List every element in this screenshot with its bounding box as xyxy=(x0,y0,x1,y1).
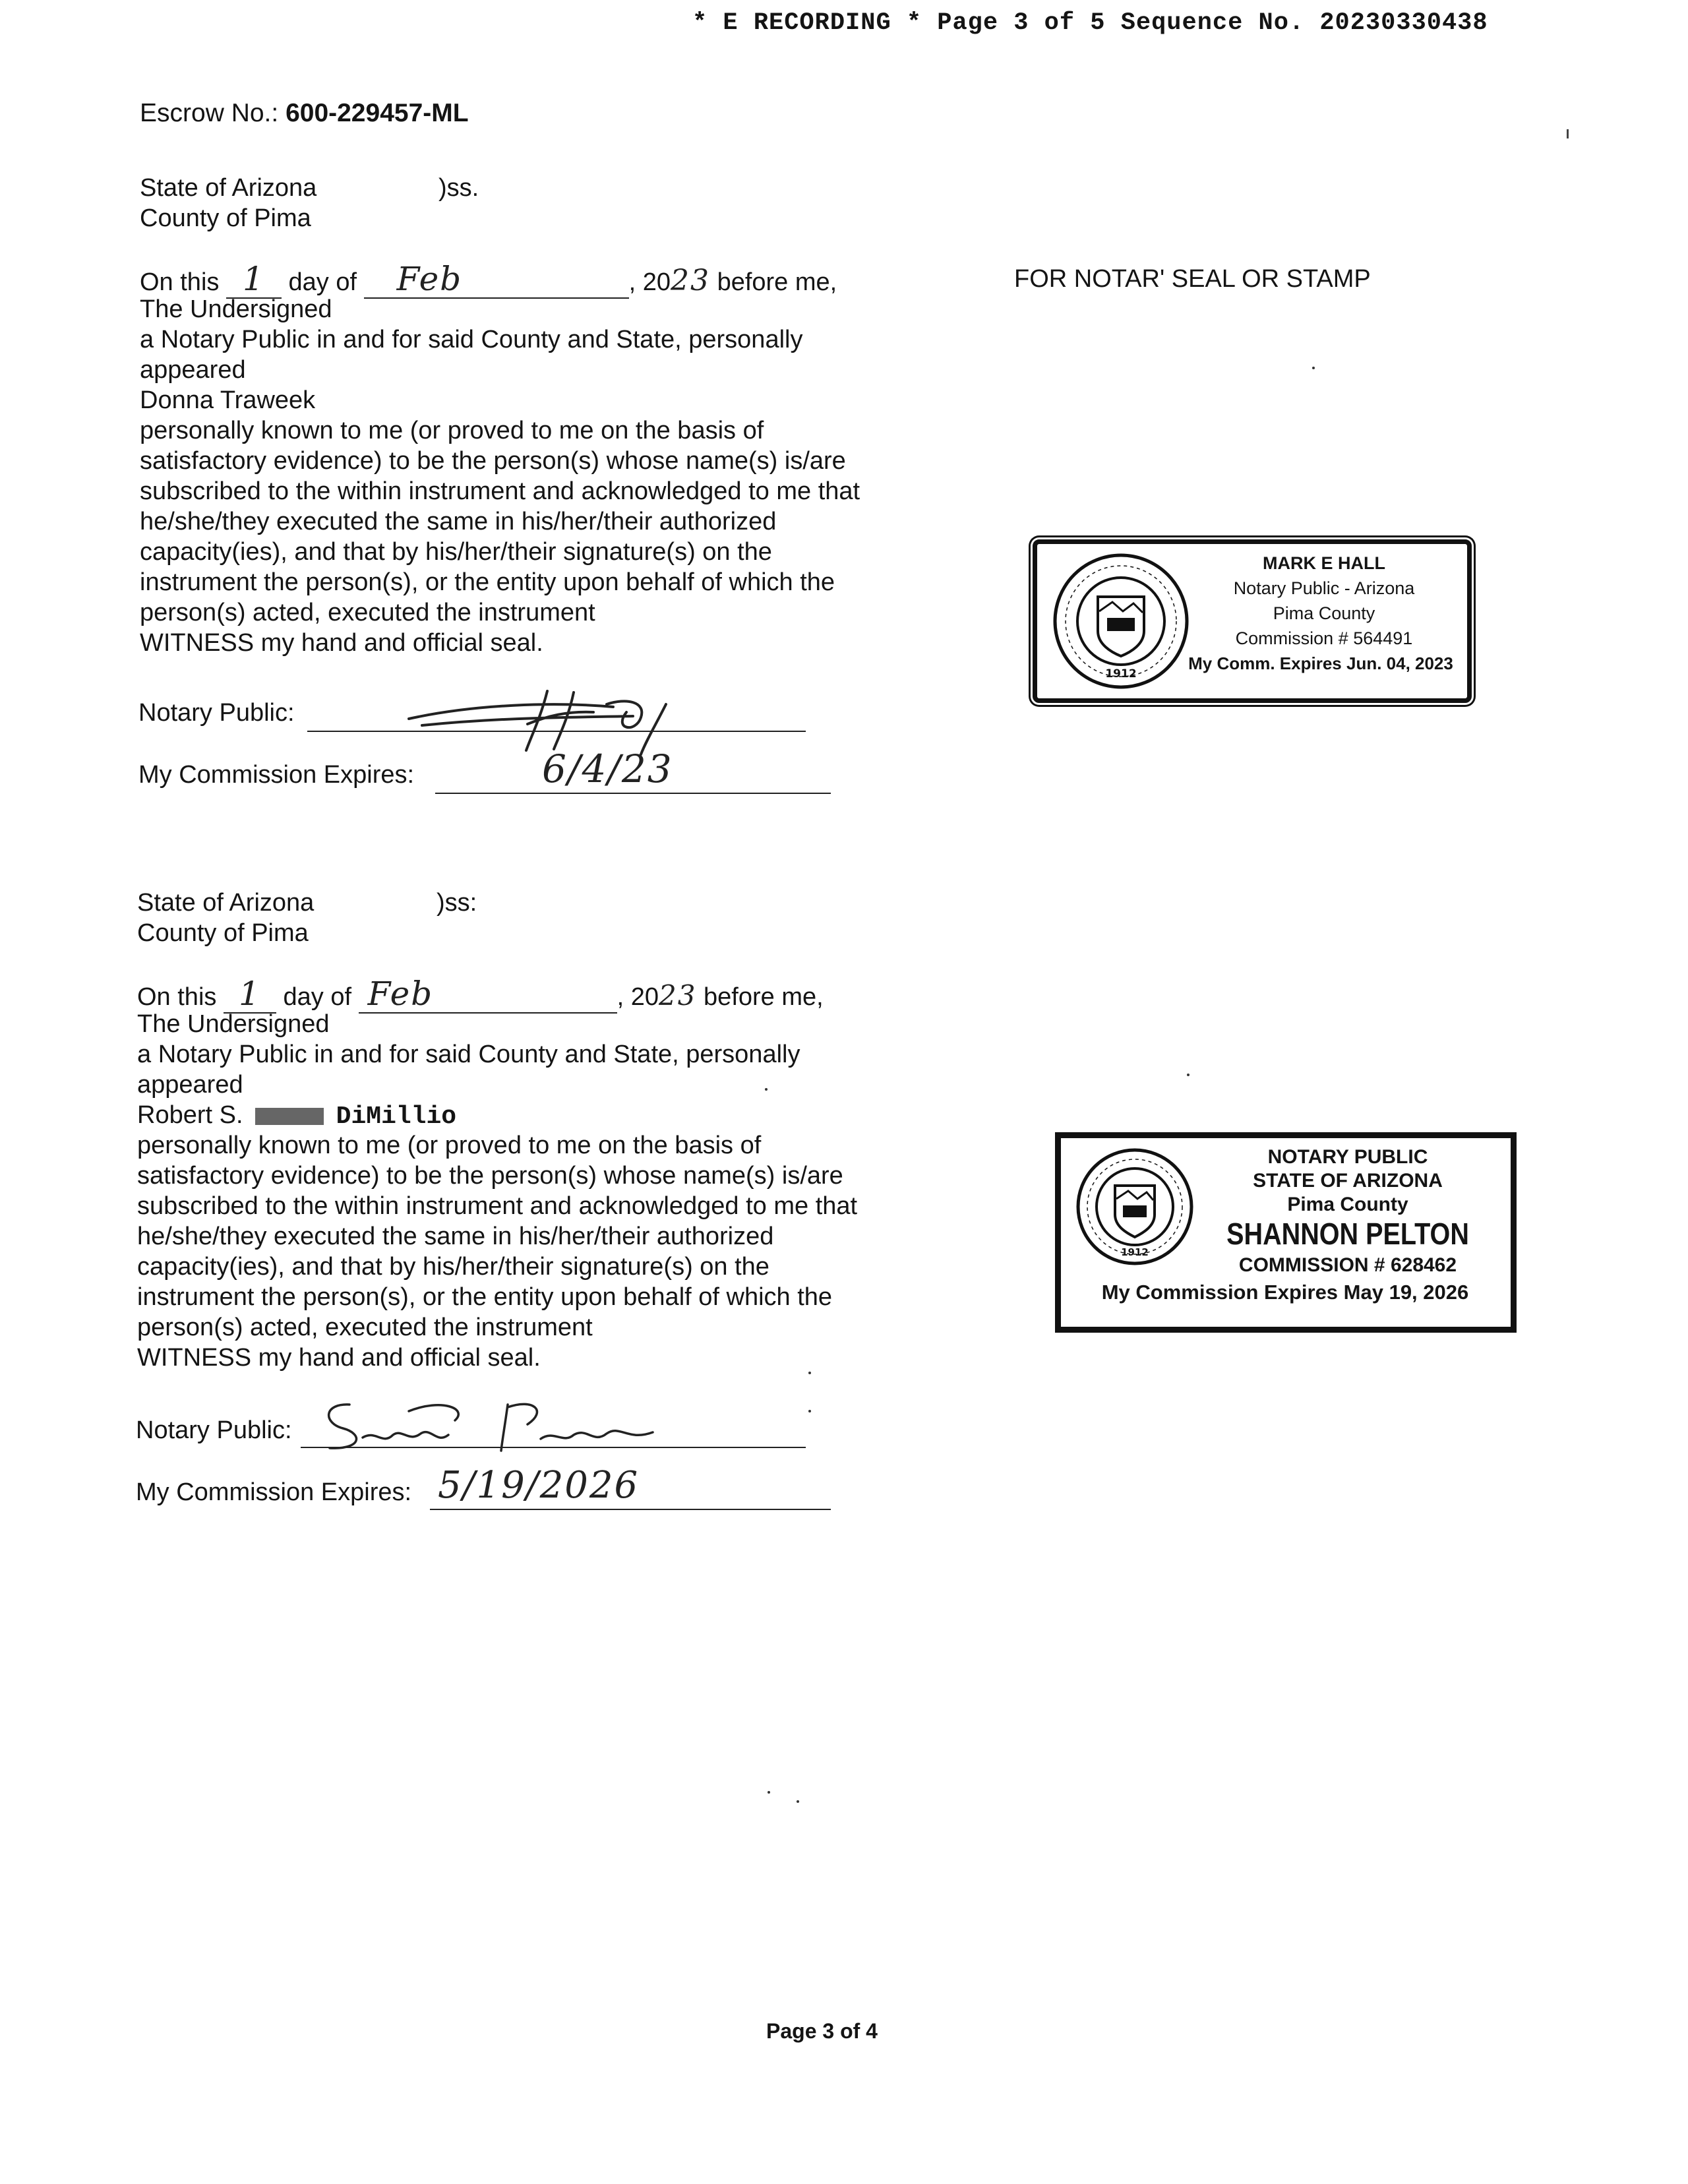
block2-appeared: appeared xyxy=(137,1071,243,1099)
stamp2-commission: COMMISSION # 628462 xyxy=(1238,1254,1457,1276)
block2-body-1: personally known to me (or proved to me on the basis of xyxy=(137,1132,762,1159)
block1-day-of: day of xyxy=(288,268,357,296)
page-footer: Page 3 of 4 xyxy=(766,2019,878,2043)
stamp2-title: NOTARY PUBLIC xyxy=(1267,1146,1428,1168)
scan-speck xyxy=(1312,367,1315,369)
block2-body-5: capacity(ies), and that by his/her/their signature(s) on the xyxy=(137,1253,769,1281)
block1-body-1: personally known to me (or proved to me on the basis of xyxy=(140,417,764,444)
block2-ss: )ss: xyxy=(437,889,477,917)
block1-undersigned: The Undersigned xyxy=(140,295,332,323)
block2-body-6: instrument the person(s), or the entity upon behalf of which the xyxy=(137,1283,833,1311)
stamp2-county: Pima County xyxy=(1287,1194,1408,1215)
struck-out-text xyxy=(255,1108,324,1125)
block2-commission-line xyxy=(430,1509,831,1510)
block1-person-name: Donna Traweek xyxy=(140,386,316,414)
block2-commission-label: My Commission Expires: xyxy=(136,1478,412,1506)
block2-body-4: he/she/they executed the same in his/her/their authorized xyxy=(137,1223,774,1250)
block1-year-prefix: , 20 xyxy=(628,268,671,296)
block2-undersigned: The Undersigned xyxy=(137,1010,330,1038)
block1-signature-image xyxy=(396,678,738,757)
block1-notary-public-label: Notary Public: xyxy=(138,699,295,727)
block2-person-name: Robert S. xyxy=(137,1101,243,1129)
scan-speck xyxy=(765,1088,768,1091)
block2-on-this: On this xyxy=(137,983,217,1011)
block2-body-2: satisfactory evidence) to be the person(s) whose name(s) is/are xyxy=(137,1162,843,1190)
stamp1-name: MARK E HALL xyxy=(1263,553,1385,573)
block2-commission-handwritten: 5/19/2026 xyxy=(438,1464,640,1507)
block1-state: State of Arizona xyxy=(140,174,317,202)
escrow-number-line xyxy=(140,99,469,128)
block1-body-2: satisfactory evidence) to be the person(s) whose name(s) is/are xyxy=(140,447,846,475)
block2-before-me: before me, xyxy=(704,983,824,1011)
block2-body-7: person(s) acted, executed the instrument xyxy=(137,1314,593,1341)
block2-signature-image xyxy=(310,1391,679,1457)
block1-body-3: subscribed to the within instrument and acknowledged to me that xyxy=(140,477,860,505)
stamp1-expires: My Comm. Expires Jun. 04, 2023 xyxy=(1188,653,1453,673)
block1-month-handwritten: Feb xyxy=(396,260,463,298)
block1-appeared: appeared xyxy=(140,356,246,384)
block1-on-this: On this xyxy=(140,268,220,296)
block1-body-8: WITNESS my hand and official seal. xyxy=(140,629,543,657)
block2-body-8: WITNESS my hand and official seal. xyxy=(137,1344,541,1372)
stamp1-seal-year: 1912 xyxy=(1105,667,1137,681)
block1-body-5: capacity(ies), and that by his/her/their signature(s) on the xyxy=(140,538,772,566)
block1-body-4: he/she/they executed the same in his/her/their authorized xyxy=(140,508,777,535)
block2-county: County of Pima xyxy=(137,919,309,947)
escrow-number: 600-229457-ML xyxy=(286,99,469,127)
stamp2-state: STATE OF ARIZONA xyxy=(1253,1170,1443,1192)
scan-mark xyxy=(1567,129,1569,138)
block2-day-of: day of xyxy=(283,983,352,1011)
block2-notary-statement: a Notary Public in and for said County and State, personally xyxy=(137,1041,800,1068)
stamp2-seal-year: 1912 xyxy=(1121,1246,1149,1258)
block1-commission-handwritten: 6/4/23 xyxy=(542,746,673,791)
notary-stamp-mark-hall xyxy=(1033,539,1472,703)
block1-commission-line xyxy=(435,793,831,794)
stamp1-county: Pima County xyxy=(1273,603,1375,623)
scan-speck xyxy=(808,1372,811,1374)
block2-year-handwritten: 23 xyxy=(659,979,697,1012)
block2-state: State of Arizona xyxy=(137,889,315,917)
stamp2-expires: My Commission Expires May 19, 2026 xyxy=(1101,1281,1469,1304)
arizona-seal-icon xyxy=(1075,1147,1194,1266)
arizona-seal-icon xyxy=(1052,552,1190,690)
scan-speck xyxy=(797,1800,799,1803)
notary-stamp-shannon-pelton xyxy=(1055,1132,1517,1333)
block2-day-handwritten: 1 xyxy=(239,975,261,1013)
stamp2-notary-name: SHANNON PELTON xyxy=(1226,1217,1469,1251)
block2-year-prefix: , 20 xyxy=(617,983,659,1011)
notary-seal-label: FOR NOTAR' SEAL OR STAMP xyxy=(1014,265,1371,293)
block2-person-line xyxy=(137,1100,456,1132)
block1-before-me: before me, xyxy=(717,268,837,296)
block1-year-handwritten: 23 xyxy=(671,264,710,297)
block1-notary-statement: a Notary Public in and for said County and State, personally xyxy=(140,326,803,353)
block1-day-handwritten: 1 xyxy=(243,260,265,298)
block2-notary-public-label: Notary Public: xyxy=(136,1416,292,1444)
block1-county: County of Pima xyxy=(140,204,311,232)
scan-speck xyxy=(808,1410,811,1412)
recording-header: * E RECORDING * Page 3 of 5 Sequence No. 20230330438 xyxy=(692,9,1488,37)
block2-body-3: subscribed to the within instrument and acknowledged to me that xyxy=(137,1192,858,1220)
block2-month-handwritten: Feb xyxy=(367,975,434,1013)
escrow-label: Escrow No.: xyxy=(140,99,279,127)
block2-person-surname: DiMillio xyxy=(336,1103,457,1131)
block1-body-7: person(s) acted, executed the instrument xyxy=(140,599,595,626)
block1-body-6: instrument the person(s), or the entity upon behalf of which the xyxy=(140,568,835,596)
block1-commission-label: My Commission Expires: xyxy=(138,761,415,789)
scan-speck xyxy=(768,1791,770,1794)
stamp1-commission: Commission # 564491 xyxy=(1235,628,1413,648)
scan-speck xyxy=(1187,1074,1190,1076)
block1-ss: )ss. xyxy=(438,174,479,202)
stamp1-title: Notary Public - Arizona xyxy=(1233,578,1415,598)
